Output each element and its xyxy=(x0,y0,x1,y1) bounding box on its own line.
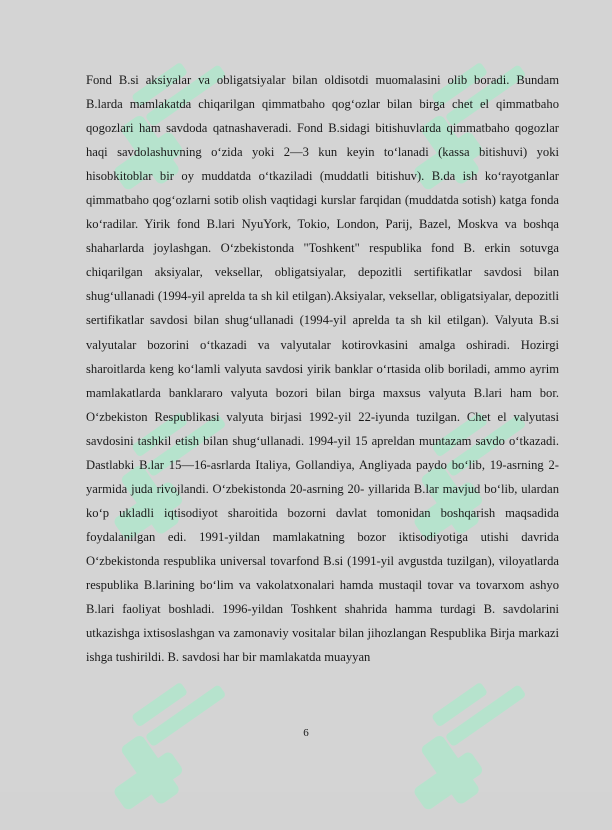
body-paragraph: Fond B.si aksiyalar va obligatsiyalar bilan oldisotdi muomalasini olib boradi. Bundam B.larda mamlakatda chiqarilgan qimmatbaho qog‘ozlar bilan birga chet el qimmatbaho qogozlari ham savdoda qatnashaveradi. Fond B.sidagi bitishuvlarda qimmatbaho qogozlar haqi savdolashuvning o‘zida yoki 2—3 kun keyin to‘lanadi (kassa bitishuvi) yoki hisobkitoblar bir oy muddatda o‘tkaziladi (muddatli bitishuv). B.da ish ko‘rayotganlar qimmatbaho qog‘ozlarni sotib olish vaqtidagi kurslar farqidan (muddatda sotish) katga fonda ko‘radilar. Yirik fond B.lari NyuYork, Tokio, London, Parij, Bazel, Moskva va boshqa shaharlarda joylashgan. O‘zbekistonda "Toshkent" respublika fond B. erkin sotuvga chiqarilgan aksiyalar, veksellar, obligatsiyalar, depozitli sertifikatlar savdosi bilan shug‘ullanadi (1994-yil aprelda ta sh kil etilgan).Aksiyalar, veksellar, obligatsiyalar, depozitli sertifikatlar savdosi bilan shug‘ullanadi (1994-yil aprelda ta sh kil etilgan). Valyuta B.si valyutalar bozorini o‘tkazadi va valyutalar kotirovkasini amalga oshiradi. Hozirgi sharoitlarda keng ko‘lamli valyuta savdosi yirik banklar o‘rtasida olib boriladi, ammo ayrim mamlakatlarda banklararo valyuta bozori bilan birga maxsus valyuta B.lari ham bor. O‘zbekiston Respublikasi valyuta birjasi 1992-yil 22-iyunda tuzilgan. Chet el valyutasi savdosini tashkil etish bilan shug‘ullanadi. 1994-yil 15 apreldan muntazam savdo o‘tkazadi. Dastlabki B.lar 15—16-asrlarda Italiya, Gollandiya, Angliyada paydo bo‘lib, 19-asrning 2-yarmida juda rivojlandi. O‘zbekistonda 20-asrning 20- yillarida B.lar mavjud bo‘lib, ulardan ko‘p ukladli iqtisodiyot sharoitida bozorni davlat tomonidan boshqarish maqsadida foydalanilgan edi. 1991-yildan mamlakatning bozor iktisodiyotiga utishi davrida O‘zbekistonda respublika universal tovarfond B.si (1991-yil avgustda tuzilgan), viloyatlarda respublika B.larining bo‘lim va vakolatxonalari hamda mustaqil tovar va tovarxom ashyo B.lari faoliyat boshladi. 1996-yildan Toshkent shahrida hamma turdagi B. savdolarini utkazishga ixtisoslashgan va zamonaviy vositalar bilan jihozlangan Respublika Birja markazi ishga tushirildi. B. savdosi har bir mamlakatda muayyan xyxy=(86,73,559,665)
page-number: 6 xyxy=(303,727,309,739)
